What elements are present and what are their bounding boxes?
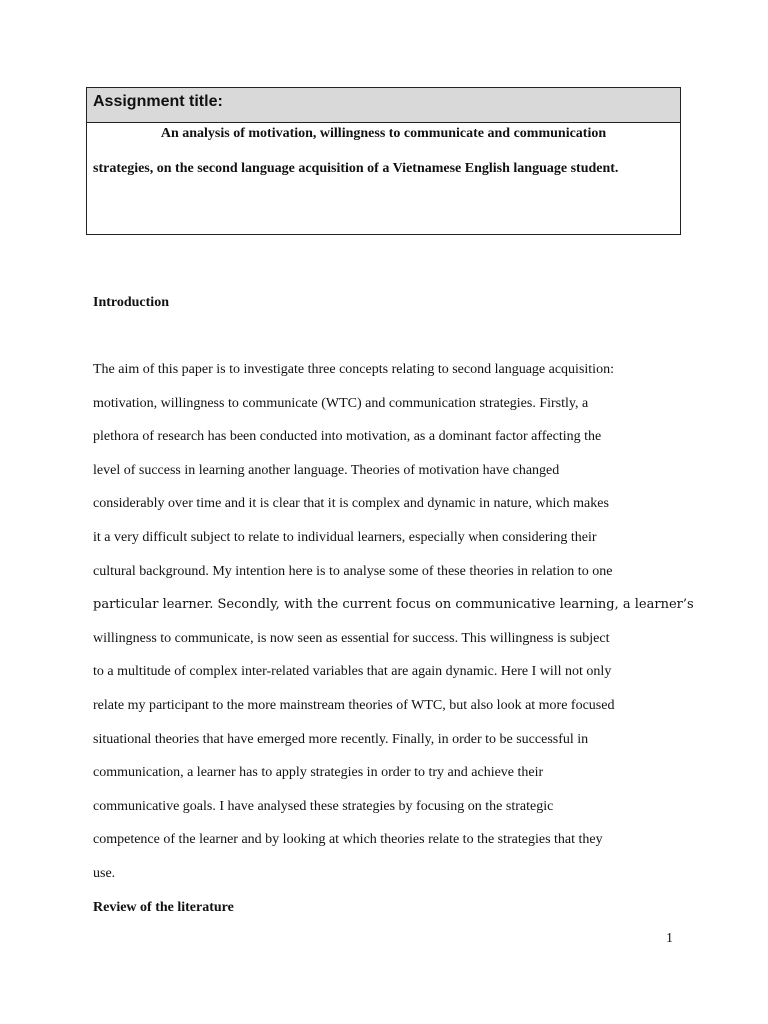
paragraph-line: communicative goals. I have analysed these strategies by focusing on the strategic [93, 798, 554, 814]
paragraph-line: motivation, willingness to communicate (WTC) and communication strategies. Firstly, a [93, 395, 589, 411]
review-heading: Review of the literature [93, 900, 234, 915]
assignment-title-header: Assignment title: [87, 88, 680, 123]
paragraph-line: considerably over time and it is clear that it is complex and dynamic in nature, which makes [93, 496, 609, 512]
paragraph-line: to a multitude of complex inter-related variables that are again dynamic. Here I will not only [93, 664, 612, 680]
assignment-title-line-2: strategies, on the second language acquisition of a Vietnamese English language student. [93, 161, 619, 176]
paragraph-line: communication, a learner has to apply strategies in order to try and achieve their [93, 765, 544, 781]
paragraph-line: plethora of research has been conducted into motivation, as a dominant factor affecting the [93, 429, 602, 445]
paragraph-line: cultural background. My intention here is to analyse some of these theories in relation to one [93, 563, 613, 579]
paragraph-line: situational theories that have emerged more recently. Finally, in order to be successful in [93, 731, 589, 747]
assignment-title-line-1: An analysis of motivation, willingness to communicate and communication [160, 126, 607, 141]
paragraph-line: use. [93, 865, 116, 881]
introduction-paragraph [93, 360, 694, 898]
paragraph-line: it a very difficult subject to relate to individual learners, especially when considering their [93, 529, 597, 545]
paragraph-line: The aim of this paper is to investigate three concepts relating to second language acquisition: [93, 362, 614, 377]
paragraph-line: competence of the learner and by looking at which theories relate to the strategies that they [93, 832, 603, 848]
introduction-heading: Introduction [93, 295, 169, 310]
paragraph-line: relate my participant to the more mainstream theories of WTC, but also look at more focused [93, 697, 615, 713]
paragraph-line: level of success in learning another language. Theories of motivation have changed [93, 462, 560, 478]
assignment-title-box [86, 87, 681, 235]
page-number: 1 [666, 931, 673, 946]
assignment-title-body [87, 116, 680, 186]
paragraph-line: particular learner. Secondly, with the current focus on communicative learning, a learner’s [93, 597, 694, 613]
paragraph-line: willingness to communicate, is now seen as essential for success. This willingness is subject [93, 630, 610, 646]
